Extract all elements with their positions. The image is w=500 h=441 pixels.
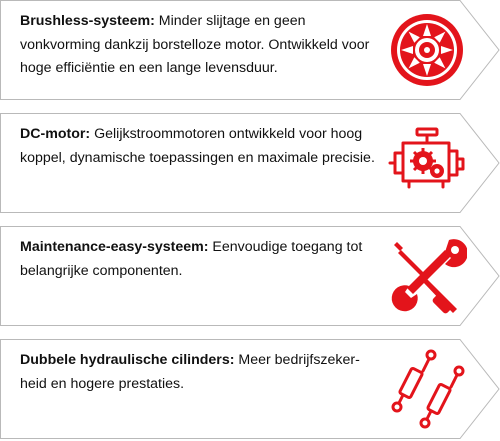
feature-card-hydraulic [0,339,500,439]
feature-title: Brushless-systeem: [20,13,155,29]
brushless-fan-icon [387,10,467,90]
feature-text: Gelijkstroommotoren ontwikkeld voor hoog koppel, dynamische toepassingen en maximale precisie. [20,126,375,166]
feature-description [20,123,380,170]
feature-title: Dubbele hydraulische cilinders: [20,352,235,368]
motor-engine-icon [387,123,467,203]
feature-description [20,236,380,283]
feature-card-brushless [0,0,500,100]
feature-description [20,10,380,81]
hydraulic-cylinders-icon [387,349,467,429]
feature-card-dc-motor [0,113,500,213]
feature-title: DC-motor: [20,126,91,142]
feature-description [20,349,380,396]
feature-card-maintenance [0,226,500,326]
feature-title: Maintenance-easy-systeem: [20,239,209,255]
feature-text: Minder slijtage en geen vonkvorming dankzij borstelloze motor. Ontwikkeld voor hoge efficiëntie en een lange levensduur. [20,13,370,76]
feature-text: Meer bedrijfszekerheid en hogere prestaties. [20,352,360,392]
feature-text: Eenvoudige toegang tot belangrijke componenten. [20,239,363,279]
tools-wrench-screwdriver-icon [387,236,467,316]
